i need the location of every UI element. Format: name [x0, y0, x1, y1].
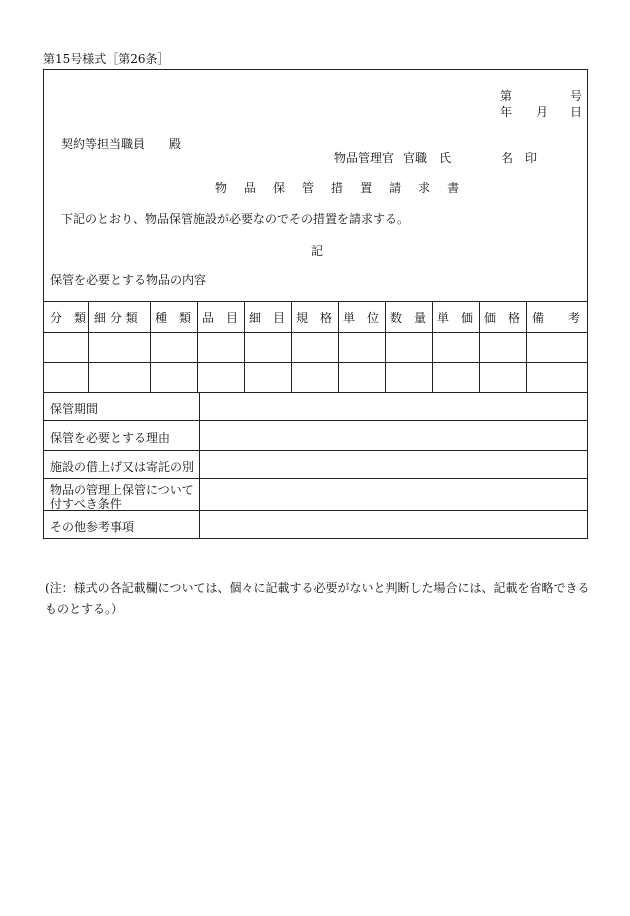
col-header-bunrui: 分 類 — [50, 311, 87, 325]
addressee: 契約等担当職員 殿 — [61, 137, 182, 151]
table-bottom-line — [44, 392, 587, 393]
detail-riyu: 保管を必要とする理由 — [50, 431, 171, 445]
col-header-hinmoku: 品 目 — [202, 311, 239, 325]
form-number: 第15号様式［第26条］ — [43, 52, 170, 66]
col-header-kakaku: 価 格 — [484, 311, 521, 325]
detail-line — [44, 510, 587, 511]
detail-line — [44, 420, 587, 421]
table-top-line — [44, 301, 587, 302]
col-divider — [479, 301, 480, 392]
form-frame — [43, 69, 588, 539]
col-header-suryo: 数 量 — [390, 311, 427, 325]
col-header-tani: 単 位 — [343, 311, 380, 325]
col-divider — [432, 301, 433, 392]
sender-title-name: 官職 氏 — [403, 151, 452, 165]
col-divider — [88, 301, 89, 392]
detail-divider — [199, 392, 200, 538]
detail-line — [44, 478, 587, 479]
detail-kariage: 施設の借上げ又は寄託の別 — [50, 460, 195, 474]
note-line1: (注：様式の各記載欄については、個々に記載する必要がないと判断した場合には、記載を省略できる — [45, 581, 590, 595]
col-divider — [291, 301, 292, 392]
number-label-left: 第 — [500, 89, 513, 103]
sender-officer: 物品管理官 — [334, 151, 395, 165]
col-header-biko: 備 考 — [532, 311, 581, 325]
note-line2: ものとする。） — [45, 602, 124, 616]
col-divider — [526, 301, 527, 392]
section-label: 保管を必要とする物品の内容 — [50, 273, 207, 287]
detail-hokan-kikan: 保管期間 — [50, 402, 99, 416]
detail-joken-line1: 物品の管理上保管について — [50, 483, 194, 497]
document-title: 物 品 保 管 措 置 請 求 書 — [215, 181, 466, 195]
body-text: 下記のとおり、物品保管施設が必要なのでその措置を請求する。 — [61, 212, 410, 226]
col-header-saibunrui: 細 分 類 — [94, 311, 138, 325]
date-year: 年 — [500, 105, 513, 119]
number-label-right: 号 — [570, 89, 583, 103]
ki-label: 記 — [311, 244, 324, 258]
col-header-saimoku: 細 目 — [249, 311, 286, 325]
table-header-line — [44, 332, 587, 333]
date-month: 月 — [536, 105, 549, 119]
sender-name-seal: 名 印 — [501, 151, 538, 165]
detail-line — [44, 450, 587, 451]
col-header-shurui: 種 類 — [155, 311, 192, 325]
col-divider — [197, 301, 198, 392]
date-day: 日 — [570, 105, 583, 119]
col-header-kikaku: 規 格 — [296, 311, 333, 325]
detail-joken-line2: 付すべき条件 — [50, 497, 122, 511]
col-header-tanka: 単 価 — [437, 311, 474, 325]
detail-sonota: その他参考事項 — [50, 520, 135, 534]
col-divider — [385, 301, 386, 392]
col-divider — [244, 301, 245, 392]
col-divider — [150, 301, 151, 392]
table-row1-line — [44, 362, 587, 363]
col-divider — [338, 301, 339, 392]
